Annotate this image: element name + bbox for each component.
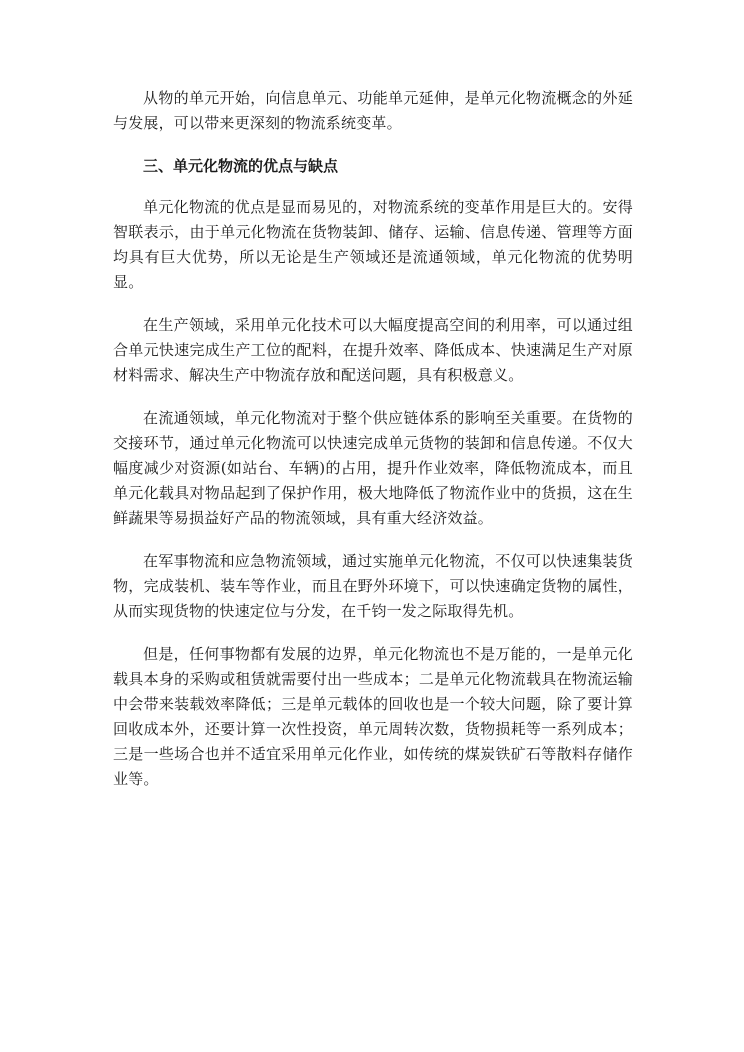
document-body [113,86,633,810]
paragraph-1: 从物的单元开始，向信息单元、功能单元延伸，是单元化物流概念的外延与发展，可以带来更深刻的物流系统变革。 [113,89,633,132]
paragraph-5: 在军事物流和应急物流领域，通过实施单元化物流，不仅可以快速集装货物，完成装机、装车等作业，而且在野外环境下，可以快速确定货物的属性，从而实现货物的快速定位与分发，在千钧一发之际取得先机。 [113,552,633,620]
paragraph-6: 但是，任何事物都有发展的边界，单元化物流也不是万能的，一是单元化载具本身的采购或租赁就需要付出一些成本；二是单元化物流载具在物流运输中会带来装载效率降低；三是单元载体的回收也是一个较大问题，除了要计算回收成本外，还要计算一次性投资，单元周转次数，货物损耗等一系列成本；三是一些场合也并不适宜采用单元化作业，如传统的煤炭铁矿石等散料存储作业等。 [113,645,633,788]
section-heading: 三、单元化物流的优点与缺点 [143,157,339,175]
paragraph-4: 在流通领域，单元化物流对于整个供应链体系的影响至关重要。在货物的交接环节，通过单元化物流可以快速完成单元货物的装卸和信息传递。不仅大幅度减少对资源(如站台、车辆)的占用，提升作业效率，降低物流成本，而且单元化载具对物品起到了保护作用，极大地降低了物流作业中的货损，这在生鲜蔬果等易损益好产品的物流领域，具有重大经济效益。 [113,409,633,527]
paragraph-3: 在生产领域，采用单元化技术可以大幅度提高空间的利用率，可以通过组合单元快速完成生产工位的配料，在提升效率、降低成本、快速满足生产对原材料需求、解决生产中物流存放和配送问题，具有积极意义。 [113,316,633,384]
paragraph-2: 单元化物流的优点是显而易见的，对物流系统的变革作用是巨大的。安得智联表示，由于单元化物流在货物装卸、储存、运输、信息传递、管理等方面均具有巨大优势，所以无论是生产领域还是流通领域，单元化物流的优势明显。 [113,198,633,291]
